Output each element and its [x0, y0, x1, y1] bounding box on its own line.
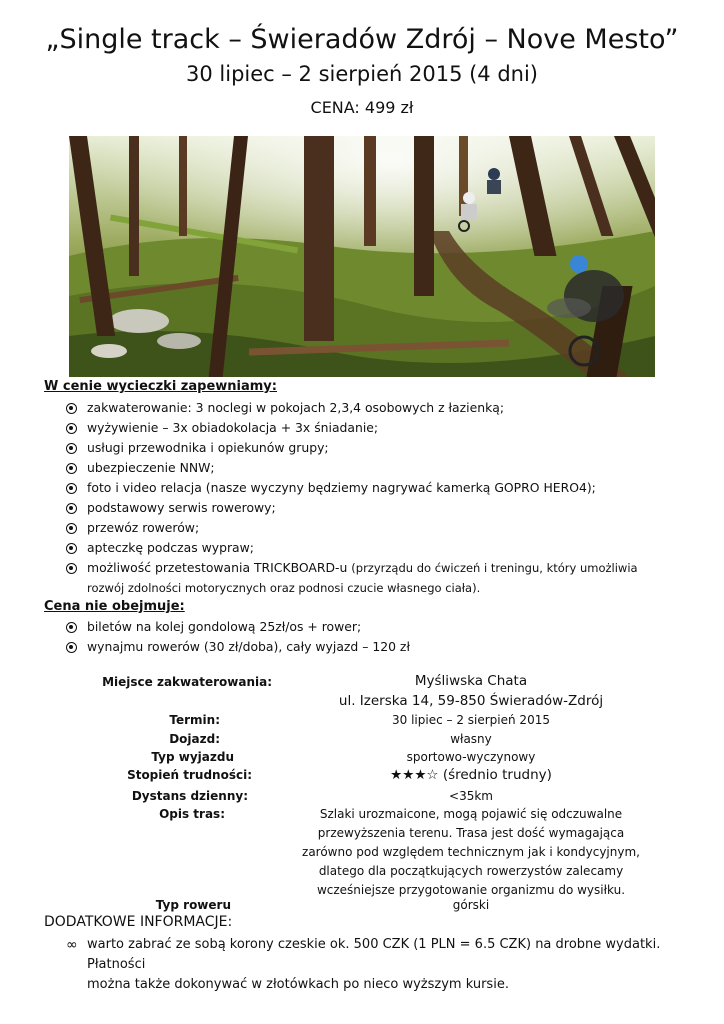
bullet-icon: [66, 563, 77, 574]
trip-dates: 30 lipiec – 2 sierpień 2015 (4 dni): [186, 62, 538, 86]
bullet-icon: [66, 443, 77, 454]
term-label: Termin:: [169, 713, 220, 727]
bullet-icon: [66, 642, 77, 653]
included-list: [66, 398, 638, 598]
distance-value: <35km: [449, 789, 493, 803]
extra-info-heading: DODATKOWE INFORMACJE:: [44, 914, 233, 930]
accommodation-name: Myśliwska Chata: [414, 673, 528, 689]
bullet-icon: [66, 622, 77, 633]
distance-label: Dystans dzienny:: [131, 789, 248, 803]
list-item: apteczkę podczas wypraw;: [66, 538, 638, 558]
bullet-icon: [66, 403, 77, 414]
extra-info-item: ∞ warto zabrać ze sobą korony czeskie ok. 500 CZK (1 PLN = 6.5 CZK) na drobne wydatki. Płatności można także dokonywać w złotówkach po nieco wyższym kursie.: [66, 937, 661, 992]
bike-type-label: Typ roweru: [155, 898, 231, 912]
bullet-icon: [66, 523, 77, 534]
bullet-icon: [66, 463, 77, 474]
travel-label: Dojazd:: [169, 732, 220, 746]
excluded-list: [66, 617, 410, 657]
bullet-icon: [66, 483, 77, 494]
forest-bike-photo: [69, 136, 655, 377]
travel-value: własny: [450, 732, 492, 746]
list-item: możliwość przetestowania TRICKBOARD-u (przyrządu do ćwiczeń i treningu, który umożliwia rozwój zdolności motorycznych oraz podnosi czucie własnego ciała).: [66, 558, 638, 598]
list-item: przewóz rowerów;: [66, 518, 638, 538]
list-item: ubezpieczenie NNW;: [66, 458, 638, 478]
page-title: „Single track – Świeradów Zdrój – Nove Mesto”: [45, 24, 679, 55]
bullet-icon: [66, 503, 77, 514]
star-rating-icon: ★★★☆: [390, 767, 439, 783]
list-item: foto i video relacja (nasze wyczyny będziemy nagrywać kamerką GOPRO HERO4);: [66, 478, 638, 498]
list-item: wyżywienie – 3x obiadokolacja + 3x śniadanie;: [66, 418, 638, 438]
routes-label: Opis tras:: [159, 807, 225, 821]
list-item: podstawowy serwis rowerowy;: [66, 498, 638, 518]
routes-description: Szlaki urozmaicone, mogą pojawić się odczuwalne przewyższenia terenu. Trasa jest dość wymagająca zarówno pod względem technicznym jak i kondycyjnym, dlatego dla początkujących rowerzystów zalecamy wcześniejsze przygotowanie organizmu do wysiłku.: [302, 807, 640, 897]
term-value: 30 lipiec – 2 sierpień 2015: [392, 713, 550, 727]
infinity-icon: ∞: [66, 937, 78, 953]
bike-type-value: górski: [452, 898, 490, 912]
included-heading: W cenie wycieczki zapewniamy:: [44, 379, 277, 394]
trip-type-label: Typ wyjazdu: [151, 750, 234, 764]
trip-price: CENA: 499 zł: [310, 98, 414, 117]
list-item: zakwaterowanie: 3 noclegi w pokojach 2,3,4 osobowych z łazienką;: [66, 398, 638, 418]
difficulty-label: Stopień trudności:: [127, 768, 252, 782]
bullet-icon: [66, 543, 77, 554]
trip-type-value: sportowo-wyczynowy: [406, 750, 536, 764]
list-item: usługi przewodnika i opiekunów grupy;: [66, 438, 638, 458]
accommodation-label: Miejsce zakwaterowania:: [102, 675, 272, 689]
accommodation-address: ul. Izerska 14, 59-850 Świeradów-Zdrój: [338, 693, 604, 709]
bullet-icon: [66, 423, 77, 434]
excluded-heading: Cena nie obejmuje:: [44, 599, 185, 614]
difficulty-value: ★★★☆ (średnio trudny): [390, 767, 552, 783]
list-item: biletów na kolej gondolową 25zł/os + rower;: [66, 617, 410, 637]
list-item: wynajmu rowerów (30 zł/doba), cały wyjazd – 120 zł: [66, 637, 410, 657]
